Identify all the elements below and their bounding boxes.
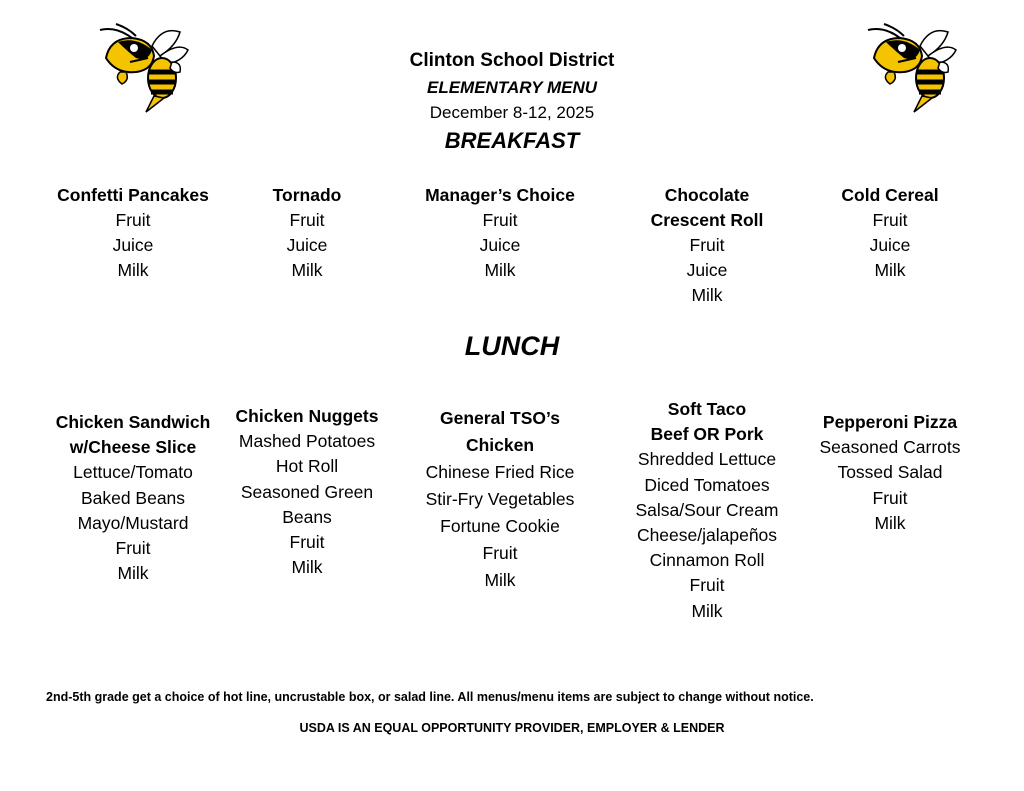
side-item: Cinnamon Roll: [649, 550, 765, 571]
side-item: Milk: [874, 260, 906, 280]
entree-name: Soft Taco: [667, 399, 747, 419]
side-item: Milk: [691, 600, 723, 621]
side-item: Fruit: [289, 532, 325, 553]
side-item: Seasoned Green: [240, 481, 374, 502]
entree-name: Pepperoni Pizza: [822, 412, 958, 432]
menu-dates: December 8-12, 2025: [429, 103, 595, 122]
entree-name: General TSO’s: [440, 408, 560, 428]
entree-name: Beef OR Pork: [650, 424, 764, 445]
yellow-jacket-logo-right: [864, 22, 960, 114]
side-item: Fruit: [482, 543, 518, 563]
side-item: Hot Roll: [275, 456, 339, 477]
entree-name: Cold Cereal: [841, 185, 939, 205]
side-item: Fruit: [872, 210, 908, 230]
lunch-heading: LUNCH: [464, 331, 560, 361]
entree-name: Confetti Pancakes: [57, 185, 209, 205]
side-item: Cheese/jalapeños: [636, 525, 778, 546]
lunch-day-1: [33, 410, 233, 586]
entree-name: w/Cheese Slice: [69, 437, 197, 458]
side-item: Beans: [282, 506, 332, 527]
breakfast-day-5: [790, 183, 990, 283]
yellow-jacket-logo-left: [96, 22, 192, 114]
side-item: Fruit: [872, 487, 908, 508]
side-item: Fortune Cookie: [440, 516, 560, 536]
side-item: Mashed Potatoes: [238, 431, 376, 452]
menu-type: ELEMENTARY MENU: [426, 78, 598, 97]
side-item: Milk: [117, 260, 149, 280]
entree-name: Chicken Sandwich: [55, 412, 211, 432]
side-item: Milk: [117, 563, 149, 584]
lunch-day-5: [790, 410, 990, 536]
side-item: Milk: [484, 260, 516, 280]
entree-name: Chicken Nuggets: [235, 406, 379, 426]
side-item: Salsa/Sour Cream: [635, 499, 779, 520]
entree-name: Chocolate: [664, 185, 750, 205]
side-item: Juice: [479, 235, 521, 255]
side-item: Fruit: [289, 210, 325, 230]
side-item: Mayo/Mustard: [77, 512, 189, 533]
entree-name: Tornado: [272, 185, 342, 205]
breakfast-day-1: [33, 183, 233, 283]
side-item: Juice: [112, 235, 154, 255]
side-item: Lettuce/Tomato: [73, 462, 193, 483]
entree-name: Crescent Roll: [650, 210, 764, 230]
breakfast-day-2: [207, 183, 407, 283]
side-item: Milk: [484, 570, 516, 590]
breakfast-heading: BREAKFAST: [444, 128, 580, 153]
side-item: Milk: [291, 557, 323, 578]
side-item: Chinese Fried Rice: [425, 462, 575, 482]
lunch-day-2: [207, 404, 407, 580]
side-item: Fruit: [115, 538, 151, 559]
side-item: Diced Tomatoes: [644, 474, 770, 495]
side-item: Tossed Salad: [837, 462, 943, 483]
side-item: Juice: [286, 235, 328, 255]
side-item: Milk: [691, 285, 723, 305]
usda-statement: USDA IS AN EQUAL OPPORTUNITY PROVIDER, EMPLOYER & LENDER: [299, 721, 725, 735]
side-item: Shredded Lettuce: [637, 449, 777, 470]
entree-name: Chicken: [465, 435, 535, 455]
side-item: Juice: [869, 235, 911, 255]
side-item: Fruit: [115, 210, 151, 230]
side-item: Fruit: [482, 210, 518, 230]
side-item: Baked Beans: [80, 487, 186, 508]
side-item: Stir-Fry Vegetables: [425, 489, 575, 509]
grade-choice-note: 2nd-5th grade get a choice of hot line, uncrustable box, or salad line. All menus/menu items are subject to change without notice.: [46, 690, 814, 704]
side-item: Milk: [291, 260, 323, 280]
lunch-day-3: [400, 405, 600, 594]
side-item: Milk: [874, 512, 906, 533]
entree-name: Manager’s Choice: [425, 185, 575, 205]
breakfast-day-3: [400, 183, 600, 283]
side-item: Fruit: [689, 235, 725, 255]
lunch-day-4: [607, 397, 807, 624]
breakfast-day-4: [607, 183, 807, 308]
side-item: Fruit: [689, 575, 725, 596]
side-item: Seasoned Carrots: [819, 437, 961, 458]
side-item: Juice: [686, 260, 728, 280]
district-title: Clinton School District: [409, 50, 615, 71]
